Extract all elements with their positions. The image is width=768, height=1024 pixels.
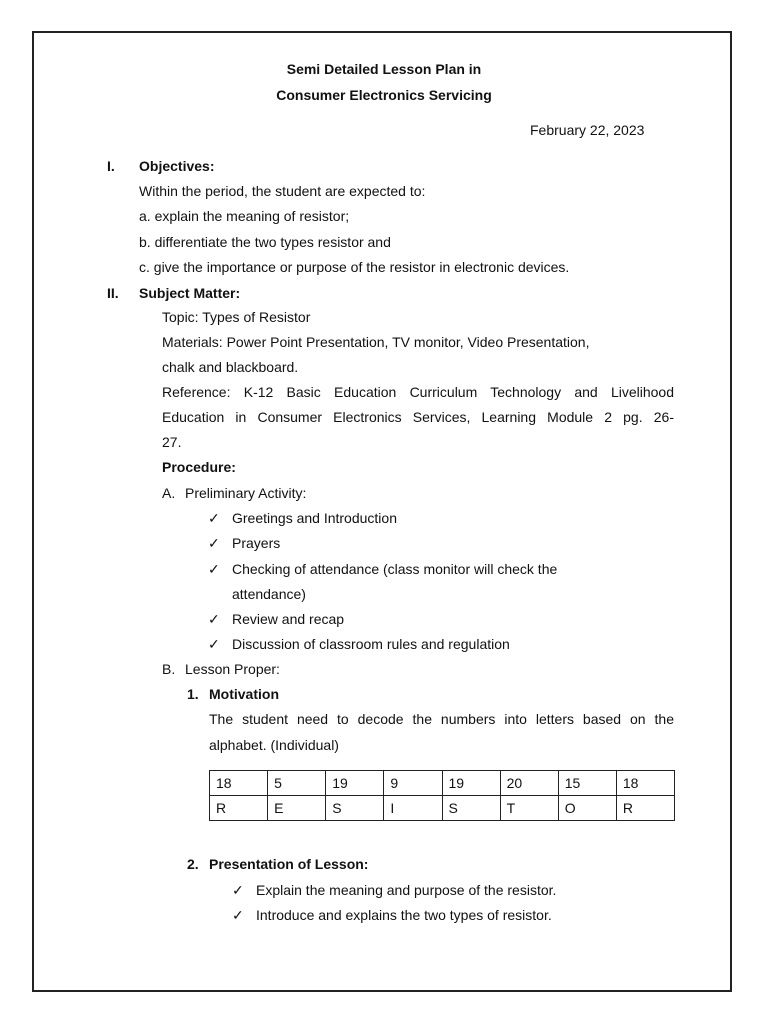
- presentation-heading: Presentation of Lesson:: [209, 856, 369, 872]
- table-cell: R: [616, 796, 674, 821]
- table-cell: 19: [442, 771, 500, 796]
- table-cell: 19: [326, 771, 384, 796]
- table-cell: 9: [384, 771, 442, 796]
- check-icon: ✓: [208, 561, 220, 577]
- section-numeral-2: II.: [107, 285, 119, 301]
- table-cell: 15: [558, 771, 616, 796]
- table-row-letters: [210, 796, 675, 821]
- table-cell: E: [268, 796, 326, 821]
- list-item: [208, 561, 557, 577]
- table-cell: 5: [268, 771, 326, 796]
- table-cell: 18: [616, 771, 674, 796]
- motivation-text: The student need to decode the numbers into letters based on the: [209, 711, 674, 727]
- motivation-text-cont: alphabet. (Individual): [209, 737, 339, 753]
- title-line-2: Consumer Electronics Servicing: [276, 87, 492, 103]
- objective-item: b. differentiate the two types resistor and: [139, 234, 391, 250]
- lesson-proper-label: Lesson Proper:: [185, 661, 280, 677]
- list-item: [208, 636, 510, 652]
- subject-heading: Subject Matter:: [139, 285, 241, 301]
- check-icon: ✓: [208, 636, 220, 652]
- table-cell: T: [500, 796, 558, 821]
- subject-materials: Materials: Power Point Presentation, TV monitor, Video Presentation,: [162, 334, 590, 350]
- subject-reference: Reference: K-12 Basic Education Curriculum Technology and Livelihood: [162, 384, 674, 400]
- list-item: [232, 882, 556, 898]
- title-line-1: Semi Detailed Lesson Plan in: [286, 61, 482, 77]
- table-cell: 18: [210, 771, 268, 796]
- check-icon: ✓: [232, 882, 244, 898]
- cipher-table: [209, 770, 675, 821]
- objectives-intro: Within the period, the student are expected to:: [139, 183, 426, 199]
- list-item-text: Greetings and Introduction: [232, 510, 397, 526]
- lesson-date: February 22, 2023: [530, 122, 645, 138]
- section-numeral-1: I.: [107, 158, 115, 174]
- list-item-text: Prayers: [232, 535, 281, 551]
- preliminary-activity-label: Preliminary Activity:: [185, 485, 307, 501]
- list-item: [208, 510, 397, 526]
- list-item-text: Checking of attendance (class monitor will check the: [232, 561, 558, 577]
- list-item-text: Introduce and explains the two types of resistor.: [256, 907, 552, 923]
- table-cell: S: [442, 796, 500, 821]
- list-item-text: Explain the meaning and purpose of the resistor.: [256, 882, 557, 898]
- check-icon: ✓: [208, 535, 220, 551]
- list-label-b: B.: [162, 661, 176, 677]
- list-item-text-cont: attendance): [232, 586, 306, 602]
- objectives-heading: Objectives:: [139, 158, 215, 174]
- list-item: [208, 611, 344, 627]
- subject-materials-cont: chalk and blackboard.: [162, 359, 299, 375]
- presentation-number: 2.: [187, 856, 199, 872]
- table-cell: O: [558, 796, 616, 821]
- procedure-heading: Procedure:: [162, 459, 236, 475]
- table-row-numbers: [210, 771, 675, 796]
- objective-item: c. give the importance or purpose of the resistor in electronic devices.: [139, 259, 570, 275]
- table-cell: R: [210, 796, 268, 821]
- subject-reference-end: 27.: [162, 434, 182, 450]
- table-cell: I: [384, 796, 442, 821]
- subject-reference-cont: Education in Consumer Electronics Services, Learning Module 2 pg. 26-: [162, 409, 674, 425]
- list-item-text: Discussion of classroom rules and regulation: [232, 636, 510, 652]
- motivation-number: 1.: [187, 686, 199, 702]
- check-icon: ✓: [208, 611, 220, 627]
- check-icon: ✓: [208, 510, 220, 526]
- objective-item: a. explain the meaning of resistor;: [139, 208, 350, 224]
- list-label-a: A.: [162, 485, 176, 501]
- check-icon: ✓: [232, 907, 244, 923]
- list-item: [208, 535, 280, 551]
- table-cell: S: [326, 796, 384, 821]
- list-item: [232, 907, 552, 923]
- table-cell: 20: [500, 771, 558, 796]
- list-item-text: Review and recap: [232, 611, 345, 627]
- subject-topic: Topic: Types of Resistor: [162, 309, 311, 325]
- motivation-heading: Motivation: [209, 686, 279, 702]
